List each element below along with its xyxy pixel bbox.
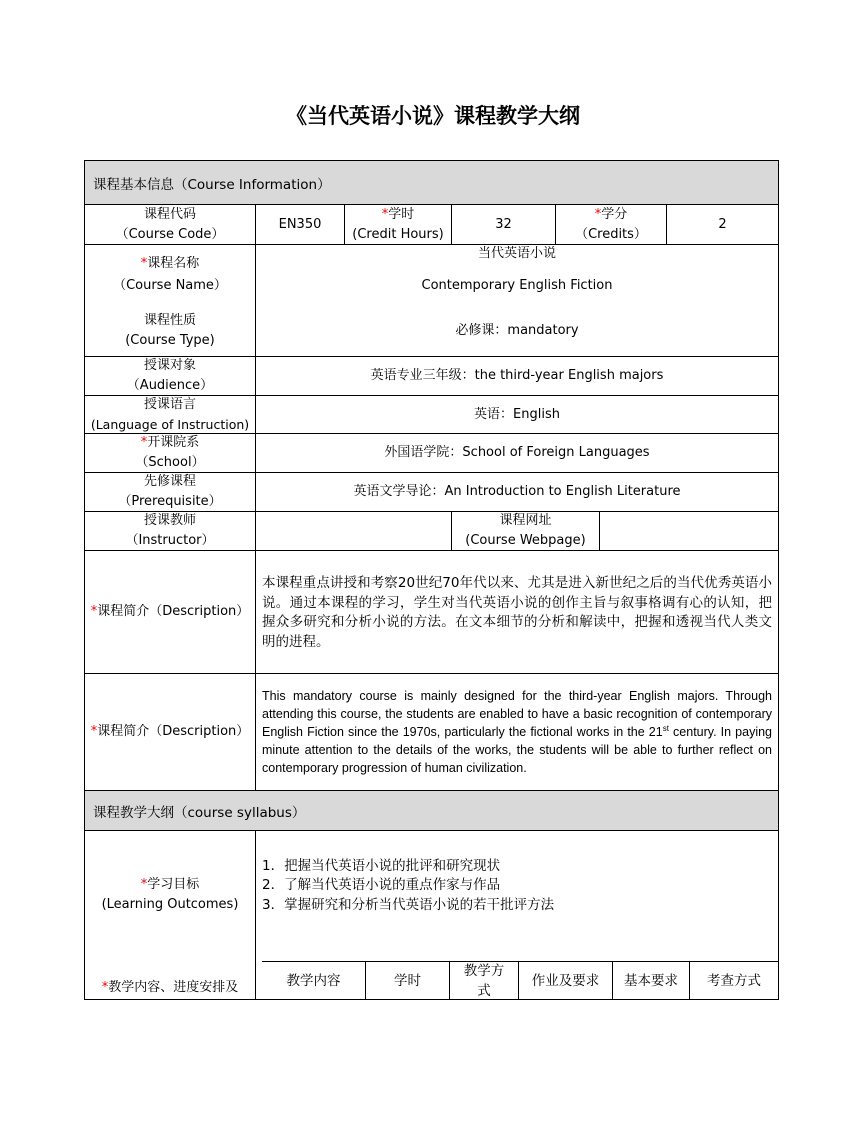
schedule-header-method: 教学方式 <box>463 963 505 999</box>
course-type-label: 课程性质 (Course Type) <box>125 313 215 348</box>
learning-outcome-item: 2．了解当代英语小说的重点作家与作品 <box>262 877 501 893</box>
webpage-label: 课程网址 (Course Webpage) <box>465 513 586 548</box>
schedule-header-hours: 学时 <box>394 973 421 989</box>
course-code-label: 课程代码 （Course Code） <box>115 206 225 242</box>
schedule-header-requirements: 基本要求 <box>624 973 678 989</box>
schedule-header-assignments: 作业及要求 <box>531 973 600 989</box>
credits-label: *学分 （Credits） <box>575 206 647 242</box>
description-cn-text: 本课程重点讲授和考察20世纪70年代以来、尤其是进入新世纪之后的当代优秀英语小说。通过本课程的学习，学生对当代英语小说的创作主旨与叙事格调有心的认知，把握众多研究和分析小说的方法。在文本细节的分析和解读中，把握和透视当代人类文明的进程。 <box>262 575 772 650</box>
description-en-text: This mandatory course is mainly designed for the third-year English majors. Through attending this course, the students are enabled to have a basic recognition of contemporary English Fiction since the 1970s, particularly the fictional works in the 21st century. In paying minute attention to the details of the works, the students will be able to further reflect on contemporary progression of human civilization. <box>262 689 773 775</box>
audience-label: 授课对象 （Audience） <box>126 358 214 393</box>
course-code-value: EN350 <box>278 216 322 232</box>
prerequisite-label: 先修课程 （Prerequisite） <box>118 474 222 509</box>
language-label: 授课语言 (Language of Instruction) <box>90 396 250 432</box>
prerequisite-value: 英语文学导论：An Introduction to English Literature <box>353 484 681 499</box>
section-header-course-info: 课程基本信息（Course Information） <box>85 161 778 204</box>
school-value: 外国语学院：School of Foreign Languages <box>384 445 650 460</box>
school-label: *开课院系 （School） <box>135 435 205 470</box>
schedule-label: *教学内容、进度安排及 <box>101 980 239 995</box>
credit-hours-label: *学时 (Credit Hours) <box>352 206 444 242</box>
description-cn-label: *课程简介（Description） <box>90 604 250 619</box>
course-type-value: 必修课：mandatory <box>455 323 579 338</box>
section-header-syllabus: 课程教学大纲（course syllabus） <box>85 791 778 830</box>
course-name-cn: 当代英语小说 <box>477 246 556 261</box>
webpage-value <box>600 512 778 550</box>
learning-outcome-item: 3．掌握研究和分析当代英语小说的若干批评方法 <box>262 897 555 913</box>
audience-value: 英语专业三年级：the third-year English majors <box>370 368 664 383</box>
schedule-header-content: 教学内容 <box>286 973 341 989</box>
course-name-label: *课程名称 （Course Name） <box>113 256 227 293</box>
credits-value: 2 <box>718 216 727 232</box>
course-name-en: Contemporary English Fiction <box>421 278 613 293</box>
learning-outcome-item: 1．把握当代英语小说的批评和研究现状 <box>262 858 501 874</box>
instructor-label: 授课教师 （Instructor） <box>125 513 215 548</box>
page-title: 《当代英语小说》课程教学大纲 <box>286 104 580 128</box>
credit-hours-value: 32 <box>495 216 512 232</box>
learning-outcomes-label: *学习目标 (Learning Outcomes) <box>101 877 239 912</box>
schedule-header-assessment: 考查方式 <box>707 973 761 989</box>
language-value: 英语：English <box>474 406 560 422</box>
description-en-label: *课程简介（Description） <box>90 724 250 739</box>
instructor-value <box>256 512 451 550</box>
